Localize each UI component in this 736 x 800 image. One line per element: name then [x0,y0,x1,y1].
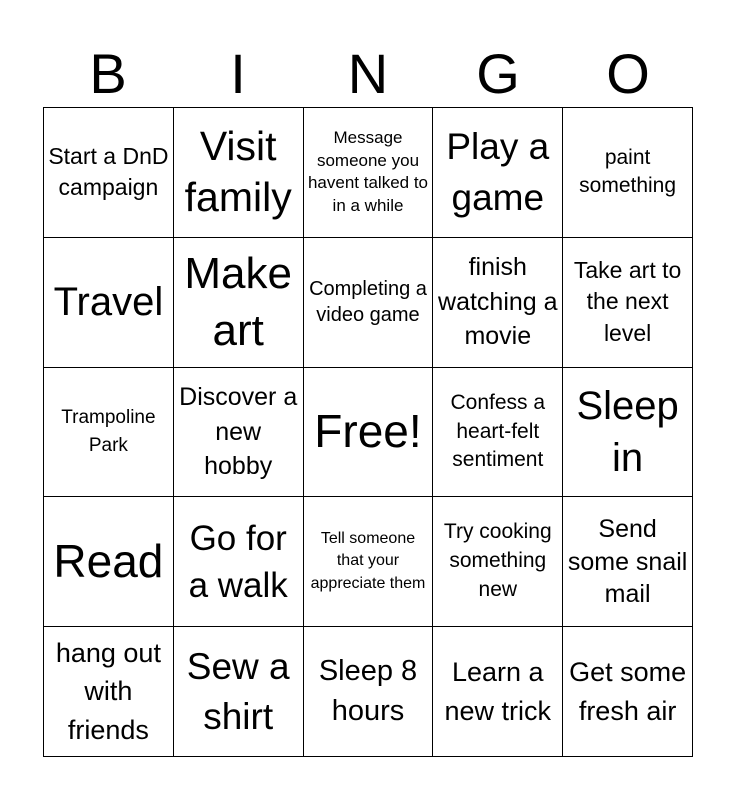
cell-text: Make art [184,249,292,356]
cell-text: Learn a new trick [444,657,552,726]
header-letter-g: G [476,42,520,105]
header-letter-n: N [347,42,389,105]
cell-text: Trampoline Park [61,407,156,456]
bingo-cell-r4-c5[interactable] [563,497,693,627]
bingo-cell-r5-c2[interactable] [174,627,304,757]
header-letter-i: I [230,42,246,105]
bingo-cell-r5-c1[interactable] [44,627,174,757]
bingo-cell-r2-c1[interactable] [44,238,174,368]
cell-text: Get some fresh air [569,657,687,726]
bingo-cell-r1-c5[interactable] [563,108,693,238]
cell-text: Go for a walk [188,518,288,605]
cell-text: Message someone you havent talked to in a while [307,128,428,215]
cell-text: finish watching a movie [438,253,558,351]
cell-text: Tell someone that your appreciate them [310,529,426,593]
bingo-cell-r4-c1[interactable] [44,497,174,627]
cell-text: Sew a shirt [186,645,290,737]
bingo-cell-r2-c3[interactable] [304,238,434,368]
cell-text: paint something [579,146,677,198]
bingo-cell-r3-c5[interactable] [563,368,693,498]
bingo-cell-r5-c4[interactable] [433,627,563,757]
bingo-cell-r1-c3[interactable] [304,108,434,238]
free-space-text: Free! [314,405,422,458]
bingo-cell-r2-c2[interactable] [174,238,304,368]
bingo-cell-r1-c2[interactable] [174,108,304,238]
bingo-cell-r4-c3[interactable] [304,497,434,627]
cell-text: hang out with friends [55,638,161,745]
bingo-header [43,40,693,108]
bingo-cell-r2-c4[interactable] [433,238,563,368]
cell-text: Confess a heart-felt sentiment [450,390,546,472]
bingo-cell-r3-c2[interactable] [174,368,304,498]
cell-text: Discover a new hobby [179,383,298,481]
bingo-grid [43,107,693,757]
bingo-cell-free[interactable] [304,368,434,498]
cell-text: Completing a video game [309,277,427,327]
bingo-cell-r5-c3[interactable] [304,627,434,757]
cell-text: Send some snail mail [567,515,688,609]
bingo-cell-r4-c4[interactable] [433,497,563,627]
cell-text: Start a DnD campaign [48,142,169,201]
cell-text: Sleep 8 hours [318,655,418,727]
bingo-cell-r5-c5[interactable] [563,627,693,757]
cell-text: Read [53,535,164,588]
cell-text: Try cooking something new [443,520,552,602]
bingo-cell-r3-c4[interactable] [433,368,563,498]
header-letter-b: B [89,42,127,105]
bingo-cell-r3-c1[interactable] [44,368,174,498]
cell-text: Travel [53,280,164,325]
bingo-cell-r1-c1[interactable] [44,108,174,238]
cell-text: Play a game [446,126,550,219]
bingo-cell-r4-c2[interactable] [174,497,304,627]
cell-text: Take art to the next level [573,256,682,347]
bingo-cell-r2-c5[interactable] [563,238,693,368]
cell-text: Visit family [184,123,292,221]
bingo-cell-r1-c4[interactable] [433,108,563,238]
cell-text: Sleep in [576,383,679,480]
header-letter-o: O [606,42,650,105]
